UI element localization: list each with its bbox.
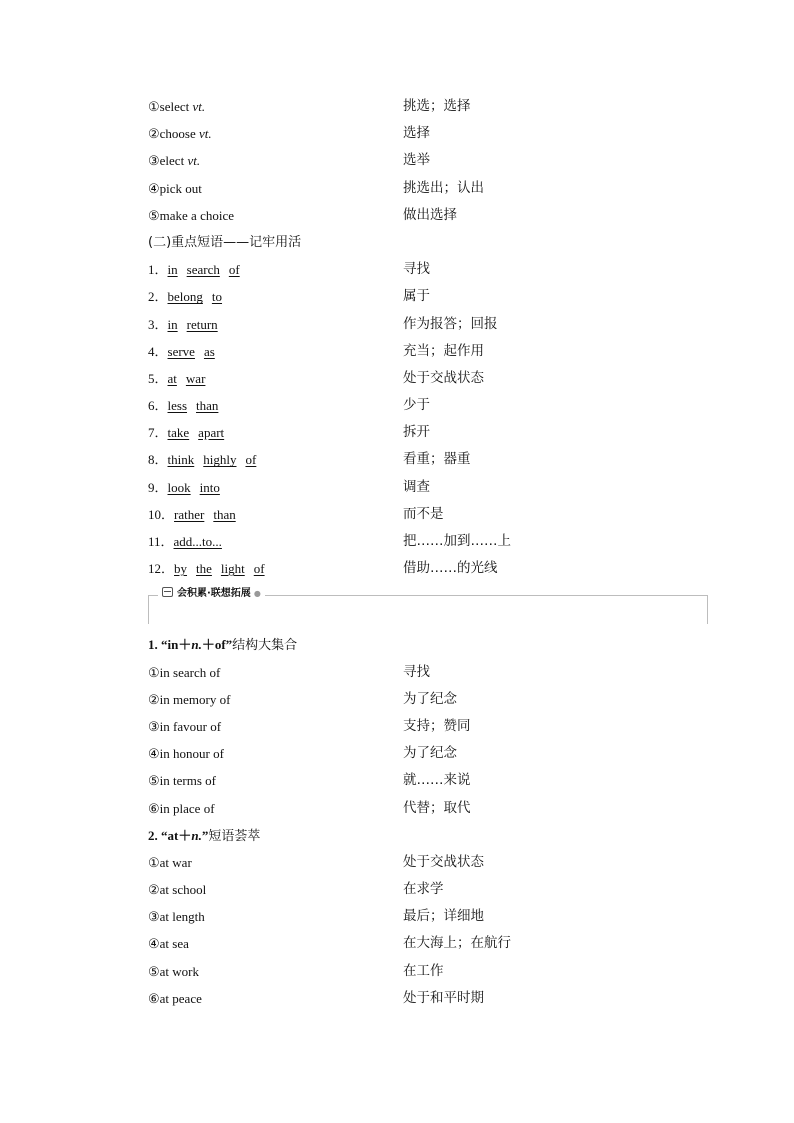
group1-heading: 1. “in＋n.＋of”结构大集合	[148, 637, 298, 654]
box-label: 会积累·联想拓展 ●	[158, 585, 265, 603]
list-item: ①in search of 寻找	[148, 663, 430, 680]
list-item: ②in memory of 为了纪念	[148, 690, 457, 707]
list-item: ①select vt. 挑选；选择	[148, 98, 471, 114]
list-item: ①at war 处于交战状态	[148, 853, 484, 870]
group1-list	[148, 659, 708, 822]
group2-list	[148, 849, 708, 1012]
synonym-list	[148, 93, 708, 229]
list-item: ⑤make a choice 做出选择	[148, 206, 457, 223]
section-heading: (二)重点短语——记牢用活	[148, 234, 302, 250]
phrase-item: 4．serve as 充当；起作用	[148, 342, 484, 359]
list-item: ③elect vt. 选举	[148, 152, 430, 169]
phrase-item: 2．belong to 属于	[148, 288, 430, 305]
phrase-item: 7．take apart 拆开	[148, 424, 430, 441]
dot-icon: ●	[253, 589, 261, 599]
list-item: ⑤at work 在工作	[148, 962, 444, 979]
note-icon	[162, 587, 173, 597]
phrase-item: 3．in return 作为报答；回报	[148, 315, 498, 332]
list-item: ④pick out 挑选出；认出	[148, 179, 484, 196]
list-item: ③in favour of 支持；赞同	[148, 717, 471, 734]
phrase-item: 9．look into 调查	[148, 478, 430, 495]
expansion-box	[148, 585, 708, 625]
list-item: ⑥at peace 处于和平时期	[148, 989, 484, 1006]
list-item: ⑤in terms of 就……来说	[148, 772, 471, 789]
list-item: ②at school 在求学	[148, 881, 444, 898]
phrase-item: 10．rather than 而不是	[148, 505, 444, 522]
phrase-item: 8．think highly of 看重；器重	[148, 451, 471, 468]
phrase-item: 11．add...to... 把……加到……上	[148, 533, 511, 549]
phrase-item: 6．less than 少于	[148, 397, 430, 414]
phrase-item: 1．in search of 寻找	[148, 261, 430, 278]
list-item: ⑥in place of 代替；取代	[148, 799, 471, 816]
document-page	[148, 93, 708, 1012]
group2-heading: 2. “at＋n.”短语荟萃	[148, 827, 261, 844]
list-item: ④in honour of 为了纪念	[148, 745, 457, 762]
list-item: ③at length 最后；详细地	[148, 908, 484, 925]
list-item: ②choose vt. 选择	[148, 125, 430, 142]
phrase-list	[148, 256, 708, 582]
list-item: ④at sea 在大海上；在航行	[148, 935, 511, 952]
phrase-item: 5．at war 处于交战状态	[148, 369, 484, 386]
phrase-item: 12．by the light of 借助……的光线	[148, 560, 498, 577]
